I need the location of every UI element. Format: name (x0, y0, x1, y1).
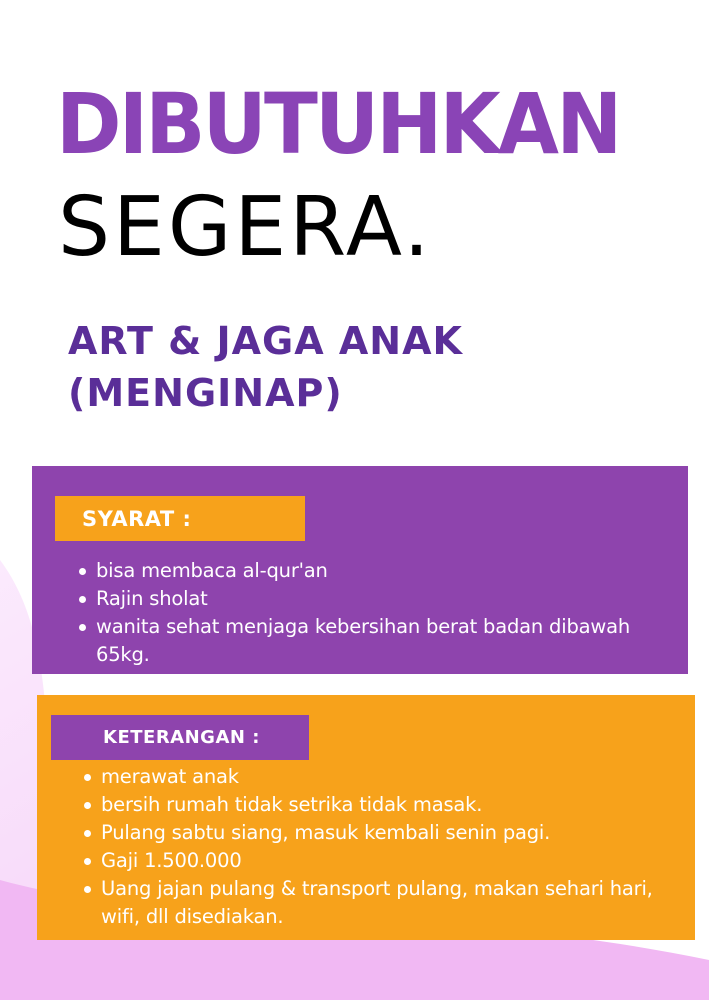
keterangan-item: merawat anak (82, 763, 682, 791)
syarat-panel (32, 466, 688, 674)
subheadline: SEGERA. (58, 180, 433, 275)
keterangan-list (82, 763, 682, 931)
job-position-line-1: ART & JAGA ANAK (68, 319, 463, 363)
job-position-line-2: (MENGINAP) (68, 371, 343, 415)
keterangan-label: KETERANGAN : (51, 715, 309, 760)
keterangan-panel (37, 695, 695, 940)
job-position (68, 315, 463, 419)
syarat-item: wanita sehat menjaga kebersihan berat badan dibawah 65kg. (77, 613, 657, 669)
syarat-item: Rajin sholat (77, 585, 657, 613)
syarat-item: bisa membaca al-qur'an (77, 557, 657, 585)
keterangan-item: Uang jajan pulang & transport pulang, makan sehari hari, wifi, dll disediakan. (82, 875, 682, 931)
syarat-list (77, 557, 657, 669)
keterangan-item: Gaji 1.500.000 (82, 847, 682, 875)
headline: DIBUTUHKAN (56, 75, 620, 173)
keterangan-item: bersih rumah tidak setrika tidak masak. (82, 791, 682, 819)
syarat-label: SYARAT : (55, 496, 305, 541)
keterangan-item: Pulang sabtu siang, masuk kembali senin pagi. (82, 819, 682, 847)
